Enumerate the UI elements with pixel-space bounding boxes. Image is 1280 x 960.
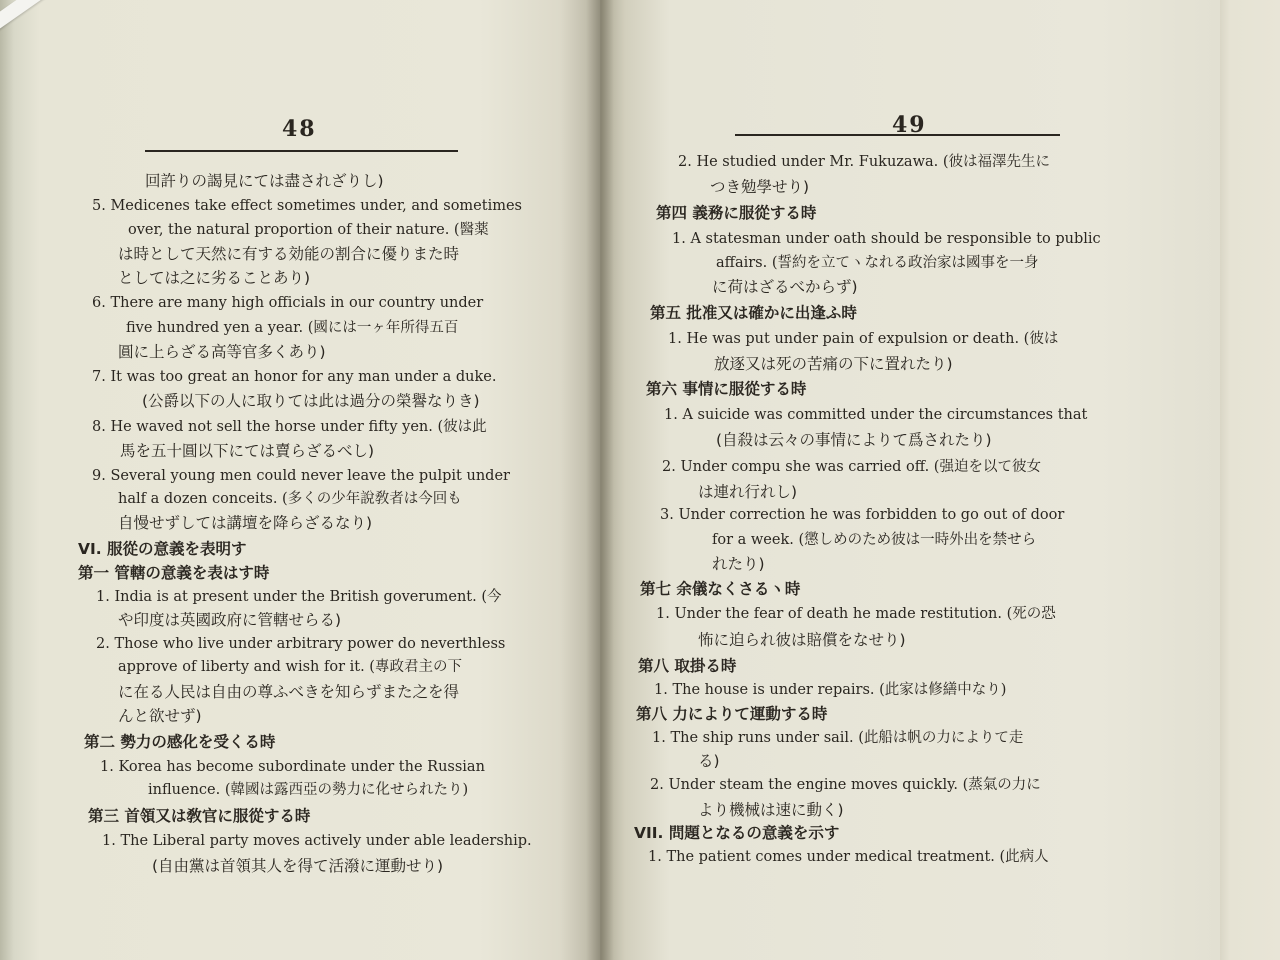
- text-line: 6. There are many high officials in our country under: [92, 295, 484, 311]
- text-line: 1. A suicide was committed under the circumstances that: [664, 407, 1088, 423]
- text-line: 2. He studied under Mr. Fukuzawa. (彼は福澤先生に: [678, 154, 1051, 170]
- text-line: は時として天然に有する効能の割合に優りまた時: [118, 245, 460, 263]
- text-line: や印度は英國政府に管轄せらる): [118, 611, 342, 629]
- right-header-rule: [735, 134, 1060, 136]
- text-line: 1. The house is under repairs. (此家は修繕中なり): [654, 682, 1007, 698]
- text-line: 3. Under correction he was forbidden to go out of door: [660, 507, 1065, 523]
- left-header-rule: [145, 150, 458, 152]
- text-line: for a week. (懲しめのため彼は一時外出を禁せら: [712, 532, 1037, 548]
- text-line: つき勉學せり): [710, 178, 810, 196]
- subsection-heading: 第四 義務に服從する時: [656, 204, 817, 222]
- text-line: 放逐又は死の苦痛の下に置れたり): [714, 355, 953, 373]
- text-line: (自由黨は首領其人を得て活潑に運動せり): [152, 857, 444, 875]
- subsection-heading: 第二 勢力の感化を受くる時: [84, 733, 276, 751]
- subsection-heading: 第八 力によりて運動する時: [636, 705, 828, 723]
- subsection-heading: 第六 事情に服從する時: [646, 380, 807, 398]
- text-line: 1. Under the fear of death he made restitution. (死の恐: [656, 606, 1056, 622]
- left-page-number: 48: [282, 116, 317, 142]
- text-line: 8. He waved not sell the horse under fifty yen. (彼は此: [92, 419, 487, 435]
- text-line: 2. Under compu she was carried off. (强迫を以て彼女: [662, 459, 1041, 475]
- text-line: 1. Korea has become subordinate under the Russian: [100, 759, 485, 775]
- text-line: 9. Several young men could never leave the pulpit under: [92, 468, 510, 484]
- text-line: 7. It was too great an honor for any man under a duke.: [92, 369, 497, 385]
- text-line: 1. The ship runs under sail. (此船は帆の力によりて走: [652, 730, 1024, 746]
- text-line: 1. The patient comes under medical treatment. (此病人: [648, 849, 1049, 865]
- text-line: としては之に劣ることあり): [118, 269, 311, 287]
- text-line: 回許りの謁見にては盡されざりし): [145, 172, 384, 190]
- text-line: approve of liberty and wish for it. (專政君主の下: [118, 659, 462, 675]
- text-line: 2. Under steam the engine moves quickly. (蒸氣の力に: [650, 777, 1041, 793]
- page-edges: [1220, 0, 1280, 960]
- section-heading: VII. 問題となるの意義を示す: [634, 824, 840, 842]
- text-line: 5. Medicenes take effect sometimes under, and sometimes: [92, 198, 522, 214]
- left-page: [0, 0, 600, 960]
- text-line: れたり): [712, 555, 765, 573]
- text-line: half a dozen conceits. (多くの少年說敎者は今回も: [118, 491, 462, 507]
- text-line: influence. (韓國は露西亞の勢力に化せられたり): [148, 782, 469, 798]
- subsection-heading: 第一 管轄の意義を表はす時: [78, 564, 270, 582]
- text-line: 馬を五十圓以下にては賣らざるべし): [120, 442, 375, 460]
- text-line: 1. He was put under pain of expulsion or death. (彼は: [668, 331, 1059, 347]
- subsection-heading: 第三 首領又は敎官に服從する時: [88, 807, 311, 825]
- text-line: 圓に上らざる高等官多くあり): [118, 343, 326, 361]
- text-line: 1. India is at present under the British goverument. (今: [96, 589, 502, 605]
- text-line: に在る人民は自由の尊ふべきを知らずまた之を得: [118, 683, 460, 701]
- text-line: 1. The Liberal party moves actively under able leadership.: [102, 833, 532, 849]
- right-page-number: 49: [892, 112, 927, 138]
- text-line: んと欲せず): [118, 707, 202, 725]
- text-line: に荷はざるべからず): [712, 278, 858, 296]
- subsection-heading: 第八 取掛る時: [638, 657, 737, 675]
- text-line: over, the natural proportion of their nature. (醫薬: [128, 222, 489, 238]
- text-line: 自慢せずしては講壇を降らざるなり): [118, 514, 373, 532]
- text-line: five hundred yen a year. (國には一ヶ年所得五百: [126, 320, 459, 336]
- text-line: は連れ行れし): [698, 483, 798, 501]
- text-line: より機械は速に動く): [698, 801, 844, 819]
- text-line: 2. Those who live under arbitrary power do neverthless: [96, 636, 506, 652]
- bookmark-ribbon: [0, 0, 84, 33]
- section-heading: VI. 服從の意義を表明す: [78, 540, 247, 558]
- book-gutter: [586, 0, 614, 960]
- text-line: 1. A statesman under oath should be responsible to public: [672, 231, 1101, 247]
- text-line: る): [698, 752, 720, 770]
- text-line: 怖に迫られ彼は賠償をなせり): [698, 631, 906, 649]
- subsection-heading: 第七 余儀なくさるヽ時: [640, 580, 801, 598]
- right-page: [600, 0, 1220, 960]
- subsection-heading: 第五 批准又は確かに出逢ふ時: [650, 304, 857, 322]
- text-line: (自殺は云々の事情によりて爲されたり): [716, 431, 992, 449]
- text-line: affairs. (誓約を立てヽなれる政治家は國事を一身: [716, 255, 1039, 271]
- text-line: (公爵以下の人に取りては此は過分の榮譽なりき): [142, 392, 480, 410]
